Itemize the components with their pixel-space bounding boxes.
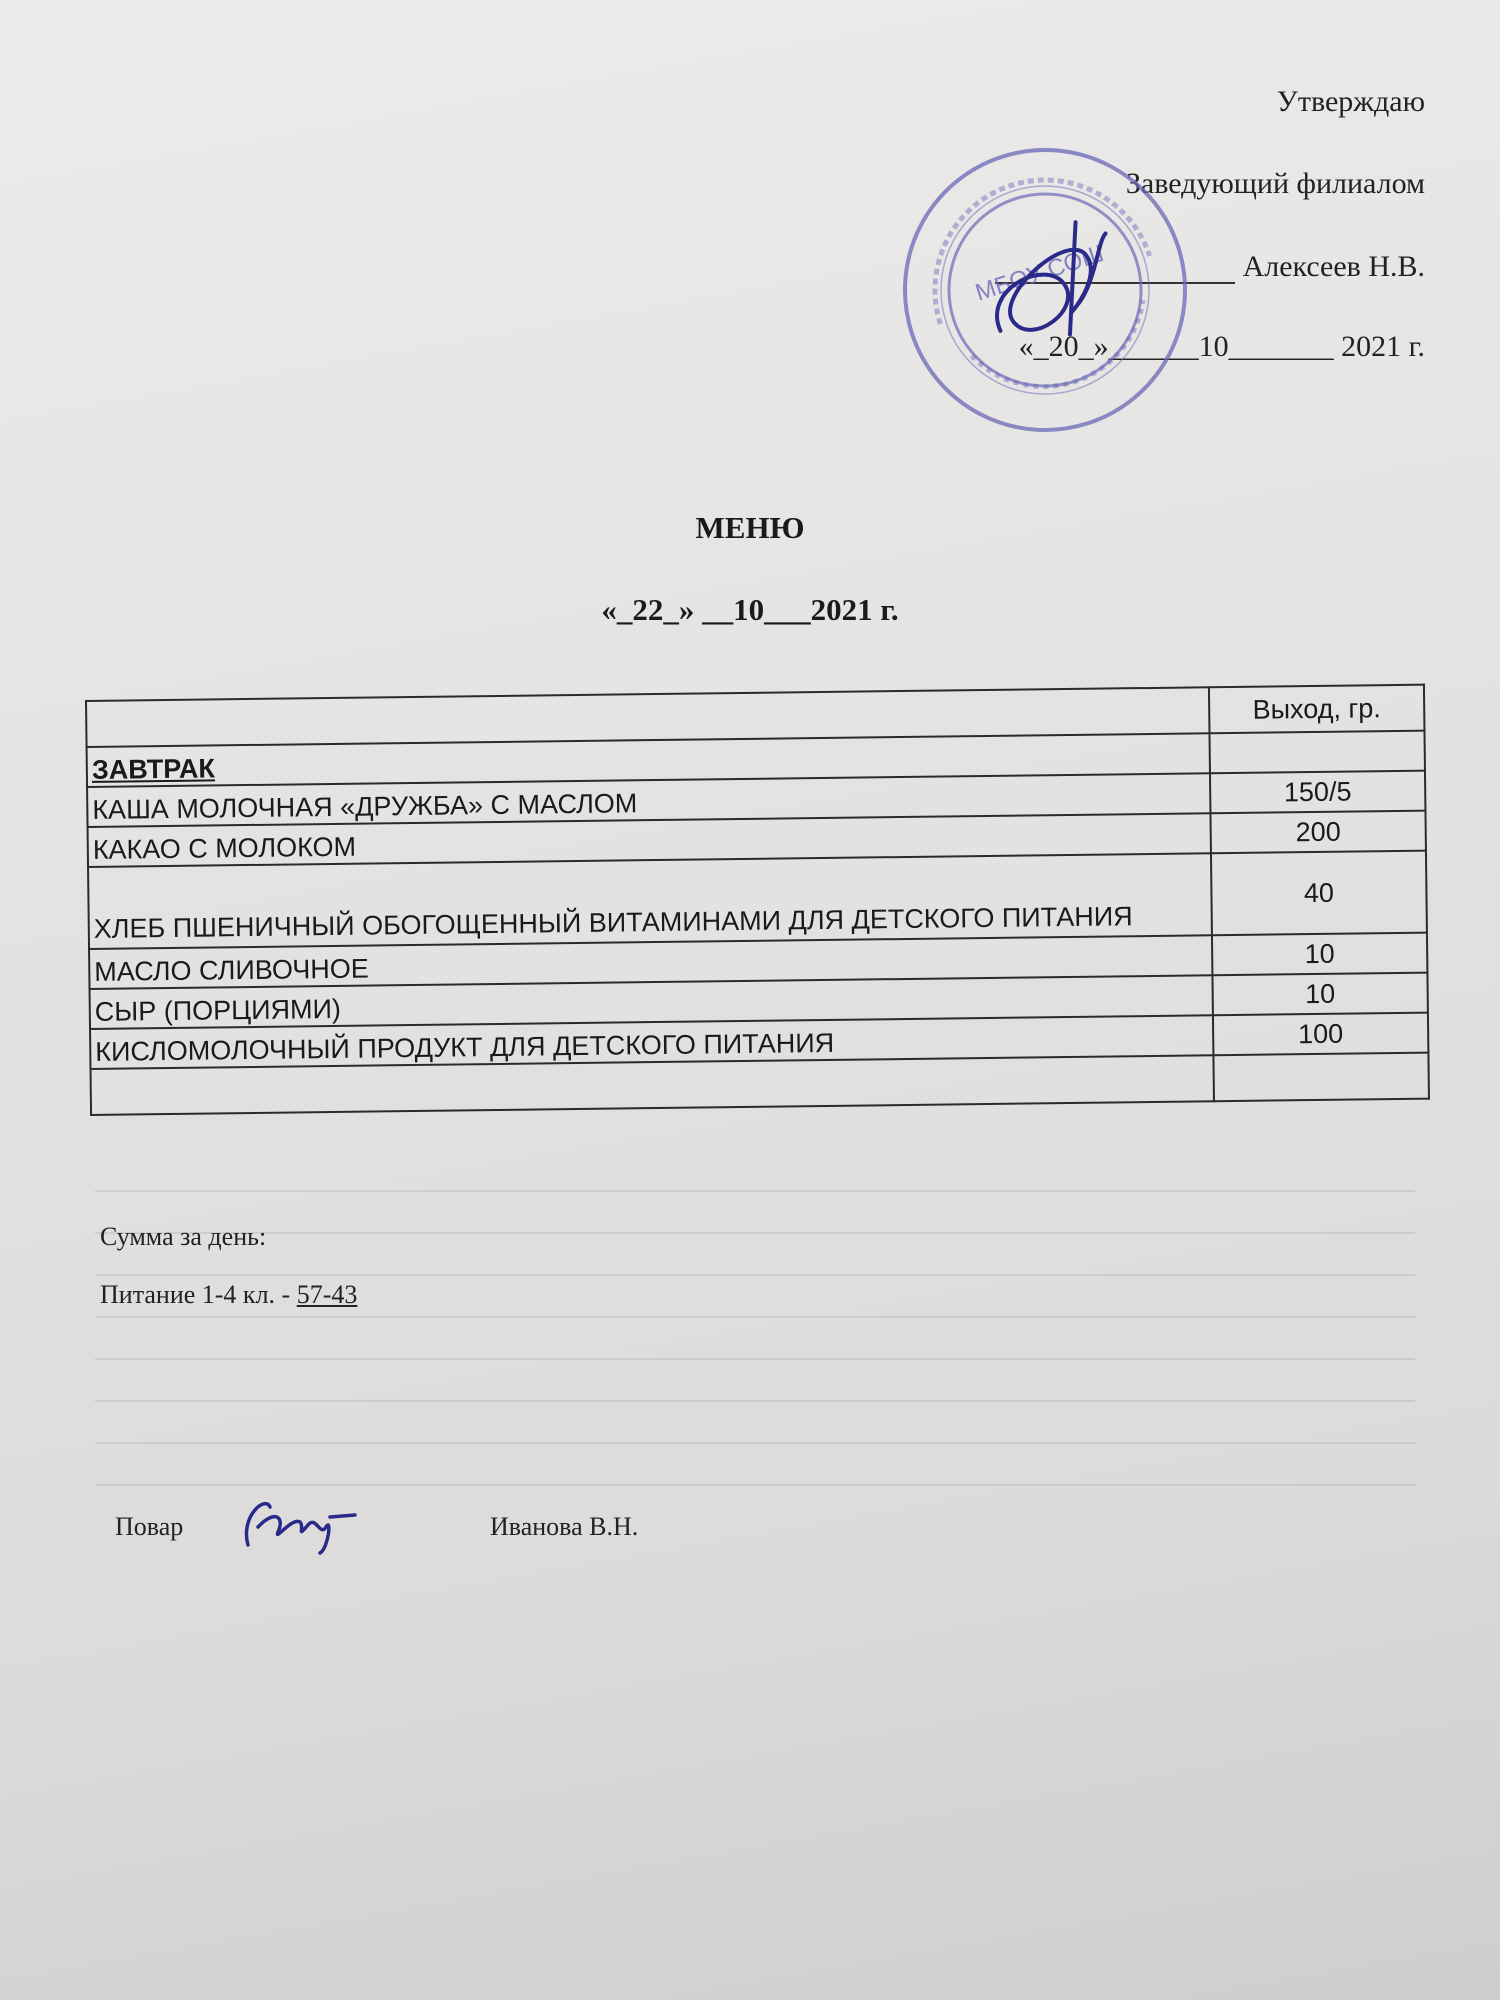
dish-name: МАСЛО СЛИВОЧНОЕ	[89, 935, 1212, 989]
dish-name: КАША МОЛОЧНАЯ «ДРУЖБА» С МАСЛОМ	[87, 773, 1210, 827]
dish-yield: 100	[1213, 1013, 1428, 1056]
meal-cost-label: Питание 1-4 кл. -	[100, 1280, 297, 1309]
empty-cell	[1213, 1053, 1429, 1102]
dish-yield: 40	[1211, 851, 1427, 936]
yield-column-header: Выход, гр.	[1209, 685, 1425, 734]
meal-cost-value: 57-43	[296, 1280, 358, 1309]
cook-label: Повар	[115, 1512, 184, 1541]
approve-heading: Утверждаю	[1276, 85, 1425, 118]
menu-table	[85, 684, 1430, 1116]
cook-signature-block	[115, 1512, 815, 1572]
dish-yield: 10	[1212, 933, 1427, 976]
dish-yield: 150/5	[1210, 771, 1425, 814]
day-sum-label: Сумма за день:	[100, 1222, 267, 1251]
dish-yield: 200	[1210, 811, 1425, 854]
menu-date: «_22_» __10___2021 г.	[601, 592, 899, 627]
section-value-cell	[1209, 731, 1424, 774]
dish-name: КИСЛОМОЛОЧНЫЙ ПРОДУКТ ДЛЯ ДЕТСКОГО ПИТАНИЯ	[90, 1015, 1213, 1069]
meal-cost-line	[100, 1280, 357, 1310]
document-title: МЕНЮ	[695, 510, 805, 545]
cook-signature	[230, 1487, 370, 1557]
approver-name: Алексеев Н.В.	[1242, 250, 1425, 283]
dish-yield: 10	[1212, 973, 1427, 1016]
section-title: ЗАВТРАК	[87, 733, 1210, 787]
dish-name: СЫР (ПОРЦИЯМИ)	[90, 975, 1213, 1029]
official-stamp	[856, 101, 1234, 479]
approver-position: Заведующий филиалом	[1125, 167, 1425, 200]
dish-name: ХЛЕБ ПШЕНИЧНЫЙ ОБОГОЩЕННЫЙ ВИТАМИНАМИ ДЛЯ ДЕТСКОГО ПИТАНИЯ	[88, 853, 1212, 949]
stamp-center-text: МБОУ СОШ	[972, 239, 1108, 307]
approval-date: «_20_»______10_______ 2021 г.	[1018, 330, 1425, 363]
cook-name: Иванова В.Н.	[490, 1512, 639, 1541]
dish-name: КАКАО С МОЛОКОМ	[88, 813, 1211, 867]
